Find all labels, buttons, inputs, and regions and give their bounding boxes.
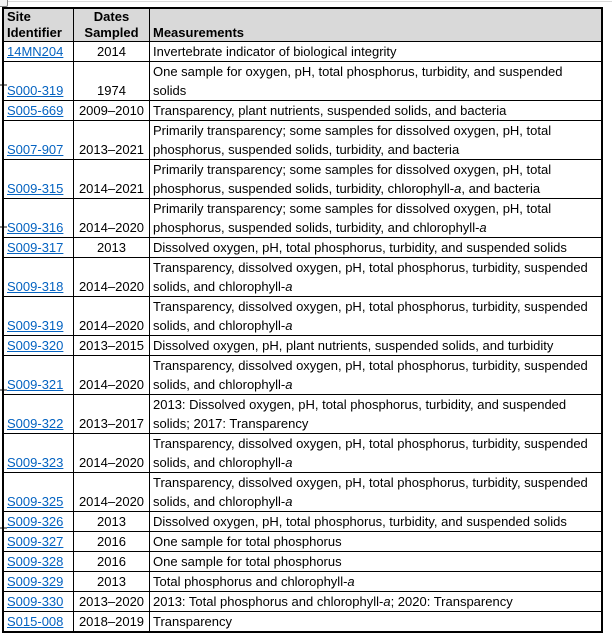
table-row [3, 121, 602, 160]
table-row [3, 356, 602, 395]
col-header-dates-sampled: Dates Sampled [74, 8, 150, 42]
measurements-cell: Invertebrate indicator of biological integrity [150, 42, 603, 62]
site-link[interactable]: S009-317 [7, 240, 64, 255]
site-link[interactable]: S005-669 [7, 103, 64, 118]
site-measurements-table [2, 7, 603, 633]
site-link[interactable]: S009-325 [7, 494, 64, 509]
site-cell [3, 238, 74, 258]
site-link[interactable]: S009-322 [7, 416, 64, 431]
dates-cell: 2014–2020 [74, 356, 150, 395]
site-link[interactable]: S009-319 [7, 318, 64, 333]
measurements-cell: Transparency, dissolved oxygen, pH, total phosphorus, turbidity, suspended solids, and chlorophyll-a [150, 356, 603, 395]
dates-cell: 2018–2019 [74, 612, 150, 633]
table-row [3, 297, 602, 336]
site-cell [3, 612, 74, 633]
table-row [3, 336, 602, 356]
table-row [3, 572, 602, 592]
dates-cell: 2013–2015 [74, 336, 150, 356]
site-link[interactable]: S009-323 [7, 455, 64, 470]
measurements-cell: Transparency, plant nutrients, suspended solids, and bacteria [150, 101, 603, 121]
dates-cell: 2013 [74, 512, 150, 532]
site-cell [3, 258, 74, 297]
measurements-cell: Primarily transparency; some samples for dissolved oxygen, pH, total phosphorus, suspended solids, turbidity, and chlorophyll-a [150, 199, 603, 238]
measurements-cell: Dissolved oxygen, pH, total phosphorus, turbidity, and suspended solids [150, 238, 603, 258]
table-row [3, 62, 602, 101]
measurements-cell: Transparency [150, 612, 603, 633]
site-link[interactable]: S009-320 [7, 338, 64, 353]
site-cell [3, 434, 74, 473]
dates-cell: 2009–2010 [74, 101, 150, 121]
site-cell [3, 101, 74, 121]
dates-cell: 1974 [74, 62, 150, 101]
window-top-edge [8, 1, 612, 2]
site-link[interactable]: S009-327 [7, 534, 64, 549]
site-cell [3, 532, 74, 552]
measurements-cell: Dissolved oxygen, pH, total phosphorus, turbidity, and suspended solids [150, 512, 603, 532]
table-row [3, 552, 602, 572]
dates-cell: 2014–2020 [74, 297, 150, 336]
measurements-cell: Primarily transparency; some samples for dissolved oxygen, pH, total phosphorus, suspended solids, turbidity, and bacteria [150, 121, 603, 160]
measurements-cell: Dissolved oxygen, pH, plant nutrients, suspended solids, and turbidity [150, 336, 603, 356]
measurements-cell: Transparency, dissolved oxygen, pH, total phosphorus, turbidity, suspended solids, and chlorophyll-a [150, 297, 603, 336]
measurements-cell: Transparency, dissolved oxygen, pH, total phosphorus, turbidity, suspended solids, and chlorophyll-a [150, 258, 603, 297]
site-cell [3, 473, 74, 512]
site-link[interactable]: S009-330 [7, 594, 64, 609]
dates-cell: 2016 [74, 552, 150, 572]
site-cell [3, 199, 74, 238]
measurements-cell: 2013: Total phosphorus and chlorophyll-a; 2020: Transparency [150, 592, 603, 612]
measurements-cell: Transparency, dissolved oxygen, pH, total phosphorus, turbidity, suspended solids, and chlorophyll-a [150, 473, 603, 512]
dates-cell: 2014 [74, 42, 150, 62]
table-row [3, 42, 602, 62]
site-link[interactable]: S009-315 [7, 181, 64, 196]
site-link[interactable]: S000-319 [7, 83, 64, 98]
measurements-cell: 2013: Dissolved oxygen, pH, total phosphorus, turbidity, and suspended solids; 2017: Transparency [150, 395, 603, 434]
dates-cell: 2014–2020 [74, 199, 150, 238]
table-row [3, 612, 602, 633]
site-link[interactable]: S009-328 [7, 554, 64, 569]
measurements-cell: Primarily transparency; some samples for dissolved oxygen, pH, total phosphorus, suspended solids, turbidity, chlorophyll-a, and bacteria [150, 160, 603, 199]
measurements-cell: One sample for total phosphorus [150, 532, 603, 552]
site-cell [3, 592, 74, 612]
site-cell [3, 336, 74, 356]
site-cell [3, 512, 74, 532]
table-row [3, 473, 602, 512]
table-row [3, 238, 602, 258]
measurements-cell: One sample for total phosphorus [150, 552, 603, 572]
site-cell [3, 552, 74, 572]
table-row [3, 199, 602, 238]
dates-cell: 2014–2021 [74, 160, 150, 199]
table-row [3, 592, 602, 612]
site-cell [3, 572, 74, 592]
site-link[interactable]: S009-329 [7, 574, 64, 589]
dates-cell: 2013–2021 [74, 121, 150, 160]
site-cell [3, 121, 74, 160]
site-link[interactable]: 14MN204 [7, 44, 64, 59]
col-header-measurements: Measurements [150, 8, 603, 42]
table-body [3, 42, 602, 633]
dates-cell: 2014–2020 [74, 258, 150, 297]
dates-cell: 2014–2020 [74, 473, 150, 512]
table-row [3, 101, 602, 121]
site-link[interactable]: S009-326 [7, 514, 64, 529]
measurements-cell: Total phosphorus and chlorophyll-a [150, 572, 603, 592]
site-link[interactable]: S007-907 [7, 142, 64, 157]
dates-cell: 2013–2020 [74, 592, 150, 612]
site-cell [3, 395, 74, 434]
site-link[interactable]: S009-321 [7, 377, 64, 392]
site-link[interactable]: S015-008 [7, 614, 64, 629]
table-row [3, 160, 602, 199]
dates-cell: 2013 [74, 572, 150, 592]
table-move-handle-icon[interactable] [0, 0, 8, 7]
table-row [3, 532, 602, 552]
dates-cell: 2016 [74, 532, 150, 552]
site-cell [3, 356, 74, 395]
dates-cell: 2013 [74, 238, 150, 258]
site-cell [3, 160, 74, 199]
measurements-cell: Transparency, dissolved oxygen, pH, total phosphorus, turbidity, suspended solids, and chlorophyll-a [150, 434, 603, 473]
col-header-site-identifier: Site Identifier [3, 8, 74, 42]
dates-cell: 2013–2017 [74, 395, 150, 434]
site-cell [3, 42, 74, 62]
site-link[interactable]: S009-318 [7, 279, 64, 294]
table-row [3, 434, 602, 473]
table-row [3, 512, 602, 532]
header-row [3, 8, 602, 42]
table-row [3, 258, 602, 297]
site-cell [3, 62, 74, 101]
measurements-cell: One sample for oxygen, pH, total phosphorus, turbidity, and suspended solids [150, 62, 603, 101]
table-row [3, 395, 602, 434]
dates-cell: 2014–2020 [74, 434, 150, 473]
site-link[interactable]: S009-316 [7, 220, 64, 235]
site-cell [3, 297, 74, 336]
